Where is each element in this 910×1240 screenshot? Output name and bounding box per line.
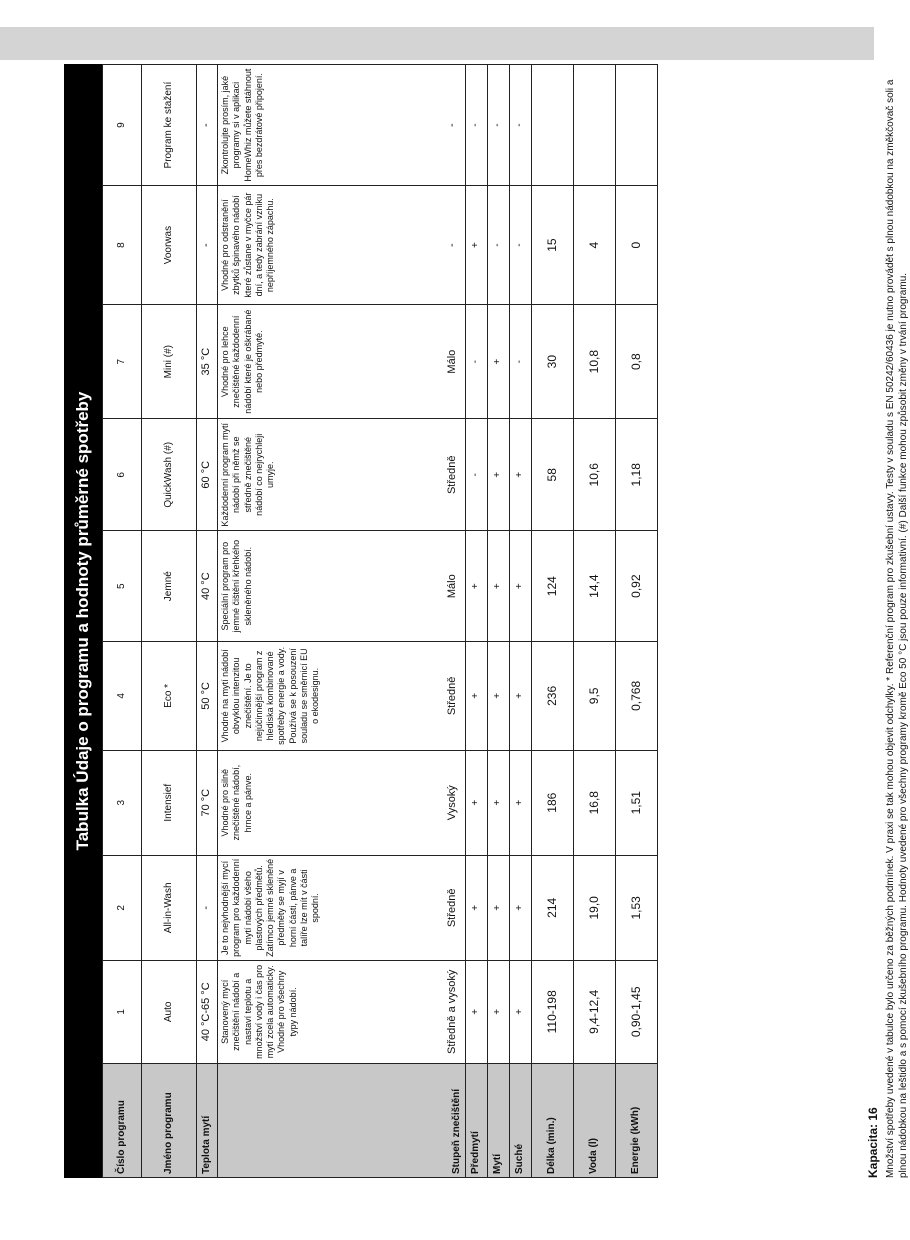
cell-wash-program-2: + <box>488 855 510 960</box>
cell-length-program-1: 110-198 <box>532 960 574 1063</box>
cell-energy-program-6: 1,18 <box>616 419 658 531</box>
cell-pre-program-9: - <box>466 65 488 186</box>
cell-name-program-9: Program ke stažení <box>142 65 197 186</box>
table-row <box>103 65 142 1178</box>
cell-dry-program-7: - <box>510 305 532 419</box>
rotated-page <box>64 64 909 1178</box>
cell-dry-program-2: + <box>510 855 532 960</box>
table-row <box>218 65 466 1178</box>
cell-number-program-9: 9 <box>103 65 142 186</box>
cell-name-program-8: Voorwas <box>142 186 197 305</box>
soil-level: - <box>446 243 458 247</box>
program-description: Každodenní program mytí nádobí při němž se středně znečištěné nádobí co nejrychleji umyje. <box>220 423 275 527</box>
cell-wash-program-8: - <box>488 186 510 305</box>
cell-energy-program-9 <box>616 65 658 186</box>
cell-desc-program-2 <box>218 855 466 960</box>
cell-wash-program-4: + <box>488 642 510 751</box>
cell-water-program-5: 14,4 <box>574 531 616 642</box>
soil-level: Středně a vysoký <box>446 969 458 1054</box>
soil-level: - <box>446 123 458 127</box>
cell-energy-program-3: 1,51 <box>616 750 658 855</box>
table-row <box>142 65 197 1178</box>
top-gray-bar <box>0 27 874 60</box>
row-label-pre: Předmytí <box>466 1063 488 1177</box>
cell-length-program-4: 236 <box>532 642 574 751</box>
cell-number-program-2: 2 <box>103 855 142 960</box>
row-label-water: Voda (l) <box>574 1063 616 1177</box>
program-table <box>102 64 658 1178</box>
cell-name-program-5: Jemné <box>142 531 197 642</box>
cell-temp-program-2: - <box>197 855 218 960</box>
cell-number-program-8: 8 <box>103 186 142 305</box>
cell-desc-program-7 <box>218 305 466 419</box>
cell-pre-program-5: + <box>466 531 488 642</box>
soil-level: Vysoký <box>446 785 458 821</box>
soil-level: Málo <box>446 349 458 374</box>
cell-water-program-2: 19,0 <box>574 855 616 960</box>
cell-length-program-7: 30 <box>532 305 574 419</box>
cell-length-program-5: 124 <box>532 531 574 642</box>
cell-number-program-6: 6 <box>103 419 142 531</box>
row-label-energy: Energie (kWh) <box>616 1063 658 1177</box>
footnote-text: Množství spotřeby uvedené v tabulce bylo určeno za běžných podmínek. V praxi se tak mohou objevit odchylky. * Referenční program pro zkušební ustavy. Testy v souladu s EN 50242/60436 je nutno provádět s plnou nádobkou na změkčovač soli a plnou nádobkou na leštidlo a s pomocí zkušebního programu. Hodnoty uvedené pro všechny programy kromě Eco 50 °C jsou pouze informativní. (#) Další funkce mohou způsobit změny v trvání programu. <box>885 79 909 1178</box>
table-row <box>488 65 510 1178</box>
cell-energy-program-4: 0,768 <box>616 642 658 751</box>
cell-temp-program-7: 35 °C <box>197 305 218 419</box>
cell-pre-program-1: + <box>466 960 488 1063</box>
cell-desc-program-6 <box>218 419 466 531</box>
row-label-wash: Mytí <box>488 1063 510 1177</box>
table-title: Tabulka Údaje o programu a hodnoty průměrné spotřeby <box>64 64 102 1178</box>
cell-dry-program-3: + <box>510 750 532 855</box>
soil-level: Málo <box>446 574 458 599</box>
table-row <box>197 65 218 1178</box>
cell-length-program-3: 186 <box>532 750 574 855</box>
program-description: Speciální program pro jemné čištění křehkého skleněného nádobí. <box>220 539 253 633</box>
cell-name-program-2: All-in-Wash <box>142 855 197 960</box>
program-description: Vhodné pro silně znečištěné nádobí, hrnce a pánve. <box>220 764 253 841</box>
cell-wash-program-3: + <box>488 750 510 855</box>
soil-level: Středně <box>446 888 458 928</box>
cell-dry-program-4: + <box>510 642 532 751</box>
cell-length-program-9 <box>532 65 574 186</box>
cell-dry-program-5: + <box>510 531 532 642</box>
cell-desc-program-9 <box>218 65 466 186</box>
program-description: Stanovený mycí znečištění nádobí a nastaví teplotu a množství vody i čas pro mytí zcela automaticky. Vhodné pro všechny typy nádobí. <box>220 964 298 1059</box>
cell-dry-program-1: + <box>510 960 532 1063</box>
cell-name-program-3: Intensief <box>142 750 197 855</box>
table-row <box>532 65 574 1178</box>
cell-length-program-8: 15 <box>532 186 574 305</box>
cell-wash-program-6: + <box>488 419 510 531</box>
cell-name-program-4: Eco * <box>142 642 197 751</box>
cell-number-program-1: 1 <box>103 960 142 1063</box>
table-row <box>510 65 532 1178</box>
cell-water-program-8: 4 <box>574 186 616 305</box>
program-description: Vhodné na mytí nádobí obvyklou intenzitou znečištění. Je to nejúčinnější program z hlediska kombinované spotřeby energie a vody. Používá se k posouzení souladu se směrnicí EU o ekodesignu. <box>220 646 320 745</box>
capacity: Kapacita: 16 <box>866 1107 880 1178</box>
cell-temp-program-9: - <box>197 65 218 186</box>
cell-energy-program-8: 0 <box>616 186 658 305</box>
cell-water-program-3: 16,8 <box>574 750 616 855</box>
program-description: Je to nejvhodnější mycí program pro každodenní mytí nádobí všeho plastových předmětů. Zatímco jemné skleněné předměty se myjí v horní části, pánve a talíře lze mít v části spodní. <box>220 858 320 957</box>
cell-length-program-2: 214 <box>532 855 574 960</box>
row-label-length: Délka (min.) <box>532 1063 574 1177</box>
cell-desc-program-5 <box>218 531 466 642</box>
cell-pre-program-6: - <box>466 419 488 531</box>
row-label-temp: Teplota mytí <box>197 1063 218 1177</box>
cell-desc-program-1 <box>218 960 466 1063</box>
cell-pre-program-2: + <box>466 855 488 960</box>
row-label-name: Jméno programu <box>142 1063 197 1177</box>
soil-level: Středně <box>446 676 458 716</box>
program-description: Vhodné pro lehce znečištěné každodenní nádobí které je oškrábané nebo předmyté. <box>220 309 264 414</box>
cell-length-program-6: 58 <box>532 419 574 531</box>
cell-number-program-4: 4 <box>103 642 142 751</box>
cell-temp-program-4: 50 °C <box>197 642 218 751</box>
cell-name-program-1: Auto <box>142 960 197 1063</box>
row-label-number: Číslo programu <box>103 1063 142 1177</box>
cell-water-program-4: 9,5 <box>574 642 616 751</box>
table-row <box>616 65 658 1178</box>
cell-number-program-7: 7 <box>103 305 142 419</box>
table-row <box>466 65 488 1178</box>
cell-temp-program-5: 40 °C <box>197 531 218 642</box>
cell-number-program-3: 3 <box>103 750 142 855</box>
cell-water-program-9 <box>574 65 616 186</box>
cell-energy-program-7: 0,8 <box>616 305 658 419</box>
cell-pre-program-7: - <box>466 305 488 419</box>
soil-level: Středně <box>446 455 458 495</box>
cell-wash-program-9: - <box>488 65 510 186</box>
cell-desc-program-8 <box>218 186 466 305</box>
table-row <box>574 65 616 1178</box>
cell-temp-program-3: 70 °C <box>197 750 218 855</box>
cell-energy-program-1: 0,90-1,45 <box>616 960 658 1063</box>
cell-wash-program-5: + <box>488 531 510 642</box>
program-description: Zkontrolujte prosím, jaké programy si v aplikaci HomeWhiz můžete stáhnout přes bezdrátové připojení. <box>220 68 264 182</box>
cell-name-program-6: QuickWash (#) <box>142 419 197 531</box>
cell-pre-program-3: + <box>466 750 488 855</box>
cell-name-program-7: Mini (#) <box>142 305 197 419</box>
cell-desc-program-3 <box>218 750 466 855</box>
cell-wash-program-7: + <box>488 305 510 419</box>
program-description: Vhodné pro odstranění zbytků špinavého nádobí které zůstane v myčce pár dní, a tedy zabrání vzniku nepříjemného zápachu. <box>220 192 275 298</box>
cell-water-program-1: 9,4-12,4 <box>574 960 616 1063</box>
row-label-soil: Stupeň znečištění <box>218 1063 466 1177</box>
cell-temp-program-8: - <box>197 186 218 305</box>
cell-energy-program-2: 1,53 <box>616 855 658 960</box>
cell-dry-program-8: - <box>510 186 532 305</box>
cell-dry-program-6: + <box>510 419 532 531</box>
row-label-dry: Suché <box>510 1063 532 1177</box>
cell-water-program-7: 10,8 <box>574 305 616 419</box>
cell-desc-program-4 <box>218 642 466 751</box>
cell-energy-program-5: 0,92 <box>616 531 658 642</box>
cell-temp-program-1: 40 °C-65 °C <box>197 960 218 1063</box>
cell-dry-program-9: - <box>510 65 532 186</box>
cell-pre-program-4: + <box>466 642 488 751</box>
cell-pre-program-8: + <box>466 186 488 305</box>
cell-water-program-6: 10,6 <box>574 419 616 531</box>
cell-number-program-5: 5 <box>103 531 142 642</box>
cell-wash-program-1: + <box>488 960 510 1063</box>
cell-temp-program-6: 60 °C <box>197 419 218 531</box>
